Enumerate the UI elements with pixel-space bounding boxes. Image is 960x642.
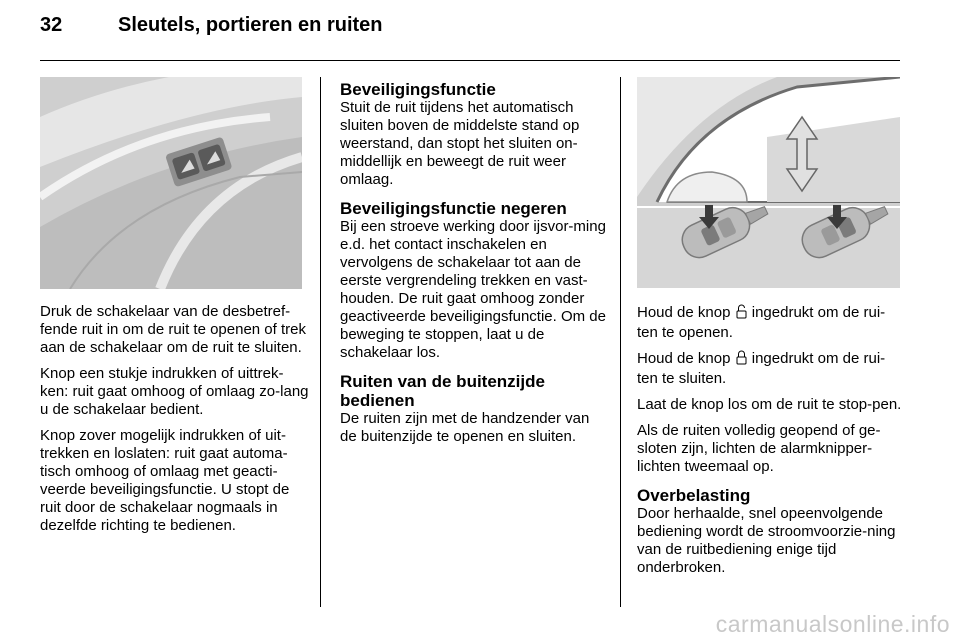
watermark: carmanualsonline.info [715, 611, 950, 637]
remote-key-illustration [637, 77, 900, 288]
section-text: Bij een stroeve werking door ijsvor-ming e.d. het contact inschakelen en vervolgens de schakelaar tot aan de eerste vergrendeling trekken en vast-houden. De ruit gaat omhoog zonder geactiveerde beveiligingsfunctie. Om de beweging te stoppen, laat u de schakelaar los. [340, 218, 606, 361]
paragraph-unlock: Houd de knop ingedrukt om de rui-ten te openen. [637, 304, 886, 341]
window-switch-illustration [40, 77, 302, 289]
section-protection [340, 80, 606, 189]
column-divider-1 [320, 77, 321, 607]
paragraph: Druk de schakelaar van de desbetref-fende ruit in om de ruit te openen of trek aan de schakelaar om de ruit te sluiten. [40, 303, 306, 356]
paragraph: Laat de knop los om de ruit te stop-pen. [637, 396, 902, 413]
column-1-text [40, 303, 310, 543]
paragraph: Knop een stukje indrukken of uittrek-ken: ruit gaat omhoog of omlaag zo-lang u de schakelaar bedient. [40, 365, 309, 418]
section-heading: Overbelasting [637, 486, 751, 505]
section-text: Door herhaalde, snel opeenvolgende bediening wordt de stroomvoorzie-ning van de ruitbediening enige tijd onderbroken. [637, 505, 896, 576]
page-number: 32 [40, 14, 63, 36]
section-text: De ruiten zijn met de handzender van de buitenzijde te openen en sluiten. [340, 410, 590, 445]
header-rule [40, 60, 900, 61]
page-title: Sleutels, portieren en ruiten [118, 14, 383, 36]
column-2-text [340, 80, 606, 456]
section-override [340, 199, 606, 362]
paragraph: Knop zover mogelijk indrukken of uit-trekken en loslaten: ruit gaat automa-tisch omhoog of omlaag met geacti-veerde beveiligingsfunctie. U stopt de ruit door de schakelaar nogmaals in dezelfde richting te bedienen. [40, 427, 290, 534]
section-outside [340, 372, 606, 446]
section-overload [637, 486, 903, 577]
section-text: Stuit de ruit tijdens het automatisch sluiten boven de middelste stand op weerstand, dan stopt het sluiten on-middellijk en beweegt de ruit weer omlaag. [340, 99, 580, 188]
section-heading: Beveiligingsfunctie negeren [340, 199, 567, 218]
column-divider-2 [620, 77, 621, 607]
paragraph-lock: Houd de knop ingedrukt om de rui-ten te sluiten. [637, 350, 886, 387]
section-heading: Ruiten van de buitenzijde bedienen [340, 372, 545, 410]
paragraph: Als de ruiten volledig geopend of ge-sloten zijn, lichten de alarmknipper-lichten tweemaal op. [637, 422, 881, 475]
unlock-icon [736, 304, 747, 324]
column-3-text [637, 304, 903, 587]
lock-icon [736, 350, 747, 370]
section-heading: Beveiligingsfunctie [340, 80, 496, 99]
